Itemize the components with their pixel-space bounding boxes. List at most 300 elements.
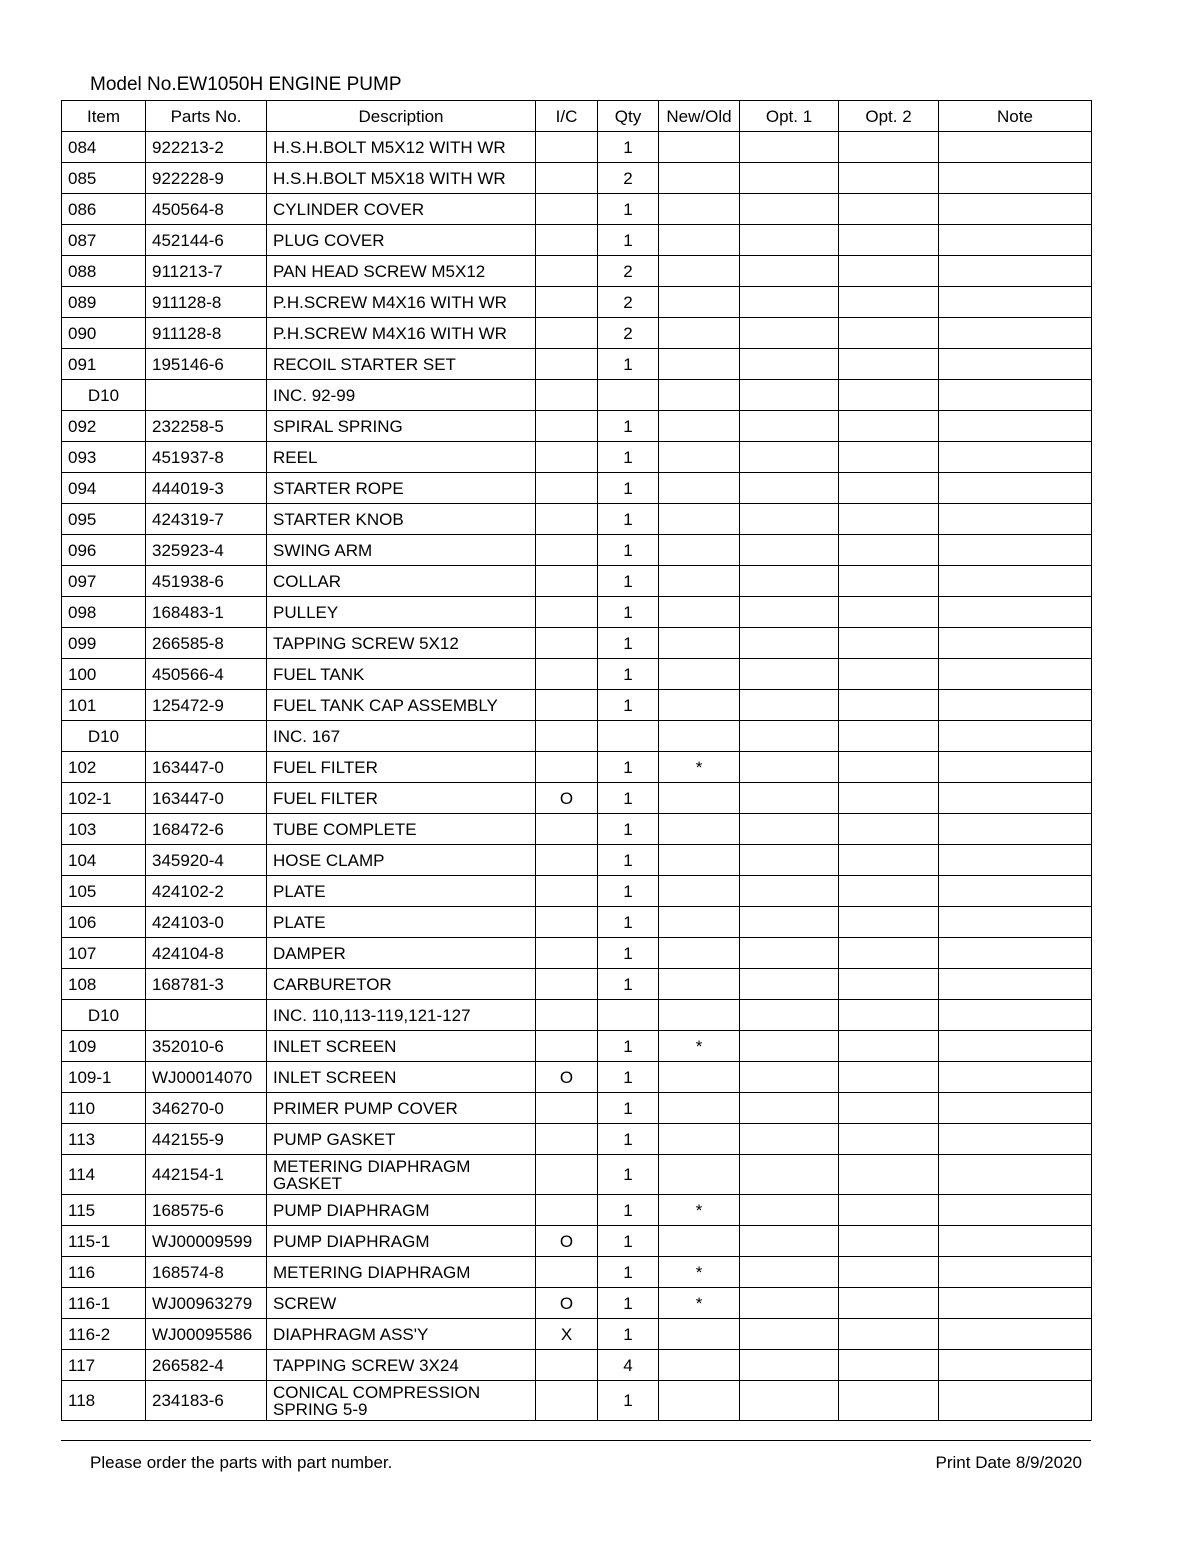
cell-opt-2 (839, 411, 939, 442)
cell-parts-no: 911128-8 (146, 287, 267, 318)
cell-new-old (659, 442, 740, 473)
cell-opt-1 (740, 783, 839, 814)
column-header-item: Item (62, 101, 146, 132)
table-row (62, 1062, 1092, 1093)
cell-opt-1 (740, 969, 839, 1000)
cell-ic (536, 969, 598, 1000)
table-row (62, 380, 1092, 411)
cell-opt-1 (740, 473, 839, 504)
table-row (62, 690, 1092, 721)
cell-description: PAN HEAD SCREW M5X12 (267, 256, 536, 287)
cell-note (939, 1319, 1092, 1350)
cell-opt-2 (839, 783, 939, 814)
cell-parts-no: 125472-9 (146, 690, 267, 721)
cell-qty: 1 (598, 845, 659, 876)
cell-opt-1 (740, 287, 839, 318)
cell-new-old (659, 1000, 740, 1031)
cell-qty: 1 (598, 225, 659, 256)
cell-item: 097 (62, 566, 146, 597)
cell-new-old (659, 1062, 740, 1093)
table-row (62, 721, 1092, 752)
cell-description: DAMPER (267, 938, 536, 969)
cell-opt-2 (839, 1350, 939, 1381)
cell-new-old (659, 1226, 740, 1257)
cell-ic (536, 349, 598, 380)
cell-ic (536, 1350, 598, 1381)
table-row (62, 535, 1092, 566)
cell-new-old: * (659, 1195, 740, 1226)
cell-opt-1 (740, 597, 839, 628)
cell-qty: 2 (598, 287, 659, 318)
table-row (62, 1195, 1092, 1226)
cell-new-old (659, 349, 740, 380)
column-header-opt-1: Opt. 1 (740, 101, 839, 132)
cell-opt-2 (839, 287, 939, 318)
cell-note (939, 783, 1092, 814)
cell-item: D10 (62, 380, 146, 411)
cell-note (939, 1226, 1092, 1257)
cell-item: 098 (62, 597, 146, 628)
cell-note (939, 1350, 1092, 1381)
cell-opt-1 (740, 1319, 839, 1350)
cell-parts-no: 911213-7 (146, 256, 267, 287)
cell-ic (536, 194, 598, 225)
cell-new-old (659, 132, 740, 163)
cell-note (939, 535, 1092, 566)
cell-opt-1 (740, 690, 839, 721)
cell-opt-1 (740, 442, 839, 473)
table-row (62, 1124, 1092, 1155)
cell-ic (536, 1124, 598, 1155)
column-header-description: Description (267, 101, 536, 132)
cell-opt-2 (839, 628, 939, 659)
cell-item: D10 (62, 1000, 146, 1031)
cell-opt-1 (740, 1093, 839, 1124)
cell-item: 093 (62, 442, 146, 473)
cell-item: 084 (62, 132, 146, 163)
table-row (62, 1226, 1092, 1257)
cell-note (939, 163, 1092, 194)
cell-new-old (659, 907, 740, 938)
cell-opt-1 (740, 628, 839, 659)
cell-opt-1 (740, 349, 839, 380)
cell-ic (536, 132, 598, 163)
cell-ic (536, 659, 598, 690)
print-date: Print Date 8/9/2020 (935, 1453, 1082, 1472)
cell-new-old (659, 1093, 740, 1124)
cell-qty: 1 (598, 969, 659, 1000)
cell-new-old (659, 473, 740, 504)
cell-opt-1 (740, 845, 839, 876)
cell-ic (536, 1031, 598, 1062)
cell-opt-1 (740, 752, 839, 783)
cell-new-old (659, 535, 740, 566)
cell-note (939, 752, 1092, 783)
cell-description: PRIMER PUMP COVER (267, 1093, 536, 1124)
table-row (62, 752, 1092, 783)
cell-opt-2 (839, 535, 939, 566)
cell-parts-no: 442155-9 (146, 1124, 267, 1155)
cell-description: STARTER KNOB (267, 504, 536, 535)
cell-description: CARBURETOR (267, 969, 536, 1000)
cell-qty: 1 (598, 566, 659, 597)
cell-parts-no: 922228-9 (146, 163, 267, 194)
table-row (62, 349, 1092, 380)
cell-qty: 1 (598, 659, 659, 690)
cell-item: 089 (62, 287, 146, 318)
cell-description: H.S.H.BOLT M5X12 WITH WR (267, 132, 536, 163)
cell-qty: 1 (598, 132, 659, 163)
cell-note (939, 690, 1092, 721)
cell-opt-1 (740, 1000, 839, 1031)
cell-item: 116-1 (62, 1288, 146, 1319)
cell-note (939, 380, 1092, 411)
column-header-opt-2: Opt. 2 (839, 101, 939, 132)
cell-description: INC. 167 (267, 721, 536, 752)
cell-qty: 1 (598, 442, 659, 473)
cell-description: DIAPHRAGM ASS'Y (267, 1319, 536, 1350)
cell-description: FUEL TANK (267, 659, 536, 690)
cell-note (939, 256, 1092, 287)
cell-item: 102 (62, 752, 146, 783)
cell-parts-no: 911128-8 (146, 318, 267, 349)
cell-qty: 1 (598, 907, 659, 938)
table-row (62, 256, 1092, 287)
cell-parts-no: 325923-4 (146, 535, 267, 566)
cell-note (939, 504, 1092, 535)
cell-note (939, 194, 1092, 225)
table-row (62, 659, 1092, 690)
cell-item: 113 (62, 1124, 146, 1155)
cell-new-old (659, 566, 740, 597)
cell-item: 105 (62, 876, 146, 907)
cell-opt-1 (740, 535, 839, 566)
cell-opt-2 (839, 659, 939, 690)
cell-description: P.H.SCREW M4X16 WITH WR (267, 318, 536, 349)
cell-new-old (659, 194, 740, 225)
cell-ic (536, 1257, 598, 1288)
cell-description: PULLEY (267, 597, 536, 628)
cell-qty (598, 380, 659, 411)
cell-note (939, 1031, 1092, 1062)
cell-parts-no: WJ00009599 (146, 1226, 267, 1257)
cell-parts-no: 168574-8 (146, 1257, 267, 1288)
cell-opt-2 (839, 194, 939, 225)
cell-note (939, 1195, 1092, 1226)
cell-description: FUEL FILTER (267, 783, 536, 814)
cell-opt-2 (839, 721, 939, 752)
cell-parts-no: 232258-5 (146, 411, 267, 442)
cell-ic: X (536, 1319, 598, 1350)
cell-note (939, 1124, 1092, 1155)
footer-divider (61, 1440, 1091, 1441)
cell-opt-1 (740, 1226, 839, 1257)
cell-opt-2 (839, 349, 939, 380)
cell-new-old: * (659, 1031, 740, 1062)
cell-opt-2 (839, 1381, 939, 1421)
cell-item: 108 (62, 969, 146, 1000)
cell-parts-no: 424319-7 (146, 504, 267, 535)
cell-new-old (659, 1155, 740, 1195)
cell-opt-2 (839, 1195, 939, 1226)
table-row (62, 194, 1092, 225)
cell-note (939, 1257, 1092, 1288)
cell-opt-2 (839, 938, 939, 969)
cell-qty: 1 (598, 194, 659, 225)
cell-description: INLET SCREEN (267, 1031, 536, 1062)
cell-qty: 1 (598, 1093, 659, 1124)
cell-opt-2 (839, 1226, 939, 1257)
cell-qty: 1 (598, 814, 659, 845)
cell-qty: 1 (598, 473, 659, 504)
cell-note (939, 287, 1092, 318)
cell-item: 117 (62, 1350, 146, 1381)
cell-description: P.H.SCREW M4X16 WITH WR (267, 287, 536, 318)
cell-opt-2 (839, 1000, 939, 1031)
cell-note (939, 659, 1092, 690)
cell-opt-2 (839, 1257, 939, 1288)
cell-new-old (659, 1381, 740, 1421)
cell-qty: 1 (598, 876, 659, 907)
parts-table (61, 100, 1092, 1421)
cell-parts-no (146, 721, 267, 752)
cell-description: PLATE (267, 907, 536, 938)
cell-qty: 1 (598, 1031, 659, 1062)
cell-note (939, 721, 1092, 752)
table-row (62, 1000, 1092, 1031)
table-row (62, 1350, 1092, 1381)
cell-qty: 1 (598, 938, 659, 969)
table-row (62, 1031, 1092, 1062)
column-header-note: Note (939, 101, 1092, 132)
cell-opt-2 (839, 318, 939, 349)
cell-new-old (659, 814, 740, 845)
cell-opt-1 (740, 566, 839, 597)
cell-ic (536, 535, 598, 566)
cell-description: METERING DIAPHRAGM GASKET (267, 1155, 536, 1195)
cell-parts-no: 922213-2 (146, 132, 267, 163)
cell-opt-2 (839, 1124, 939, 1155)
cell-new-old: * (659, 1257, 740, 1288)
cell-parts-no: 450566-4 (146, 659, 267, 690)
cell-qty: 1 (598, 752, 659, 783)
column-header-qty: Qty (598, 101, 659, 132)
cell-opt-2 (839, 814, 939, 845)
cell-opt-2 (839, 907, 939, 938)
cell-parts-no: WJ00014070 (146, 1062, 267, 1093)
cell-item: 096 (62, 535, 146, 566)
cell-opt-1 (740, 380, 839, 411)
cell-qty: 1 (598, 690, 659, 721)
cell-qty: 1 (598, 411, 659, 442)
cell-new-old (659, 845, 740, 876)
cell-note (939, 876, 1092, 907)
cell-ic (536, 1381, 598, 1421)
cell-opt-1 (740, 721, 839, 752)
cell-parts-no: 452144-6 (146, 225, 267, 256)
cell-parts-no: WJ00095586 (146, 1319, 267, 1350)
cell-opt-1 (740, 1195, 839, 1226)
cell-parts-no: 266585-8 (146, 628, 267, 659)
cell-qty: 1 (598, 535, 659, 566)
cell-description: TAPPING SCREW 3X24 (267, 1350, 536, 1381)
cell-qty: 2 (598, 163, 659, 194)
cell-new-old (659, 411, 740, 442)
cell-item: 110 (62, 1093, 146, 1124)
cell-item: 101 (62, 690, 146, 721)
cell-parts-no: 451937-8 (146, 442, 267, 473)
cell-opt-1 (740, 132, 839, 163)
cell-note (939, 566, 1092, 597)
cell-item: 115-1 (62, 1226, 146, 1257)
cell-opt-1 (740, 194, 839, 225)
cell-opt-2 (839, 1319, 939, 1350)
cell-parts-no: 444019-3 (146, 473, 267, 504)
cell-qty (598, 1000, 659, 1031)
cell-new-old: * (659, 1288, 740, 1319)
cell-qty: 2 (598, 318, 659, 349)
cell-description: SCREW (267, 1288, 536, 1319)
cell-note (939, 349, 1092, 380)
cell-note (939, 628, 1092, 659)
cell-opt-1 (740, 1350, 839, 1381)
cell-ic (536, 690, 598, 721)
cell-opt-1 (740, 876, 839, 907)
cell-opt-2 (839, 132, 939, 163)
cell-description: INC. 92-99 (267, 380, 536, 411)
cell-ic (536, 1093, 598, 1124)
cell-note (939, 1381, 1092, 1421)
cell-parts-no: 163447-0 (146, 783, 267, 814)
cell-ic (536, 256, 598, 287)
cell-opt-1 (740, 504, 839, 535)
cell-opt-1 (740, 814, 839, 845)
cell-qty: 1 (598, 1124, 659, 1155)
cell-opt-1 (740, 938, 839, 969)
cell-opt-2 (839, 690, 939, 721)
cell-item: 114 (62, 1155, 146, 1195)
cell-new-old (659, 969, 740, 1000)
table-row (62, 783, 1092, 814)
cell-description: CONICAL COMPRESSION SPRING 5-9 (267, 1381, 536, 1421)
cell-item: 095 (62, 504, 146, 535)
cell-parts-no: 450564-8 (146, 194, 267, 225)
cell-opt-2 (839, 442, 939, 473)
cell-ic (536, 1155, 598, 1195)
cell-qty: 1 (598, 1155, 659, 1195)
cell-ic (536, 442, 598, 473)
cell-qty: 1 (598, 1319, 659, 1350)
cell-opt-2 (839, 225, 939, 256)
table-row (62, 628, 1092, 659)
cell-new-old (659, 690, 740, 721)
table-row (62, 597, 1092, 628)
cell-qty: 2 (598, 256, 659, 287)
cell-new-old (659, 225, 740, 256)
cell-item: 106 (62, 907, 146, 938)
cell-parts-no: 163447-0 (146, 752, 267, 783)
table-row (62, 1381, 1092, 1421)
column-header-parts-no: Parts No. (146, 101, 267, 132)
cell-description: INLET SCREEN (267, 1062, 536, 1093)
cell-opt-2 (839, 876, 939, 907)
table-row (62, 907, 1092, 938)
cell-item: 107 (62, 938, 146, 969)
cell-opt-2 (839, 380, 939, 411)
table-row (62, 1288, 1092, 1319)
table-row (62, 1093, 1092, 1124)
cell-parts-no: 168575-6 (146, 1195, 267, 1226)
cell-parts-no: 424102-2 (146, 876, 267, 907)
table-row (62, 287, 1092, 318)
cell-parts-no: 168781-3 (146, 969, 267, 1000)
table-row (62, 876, 1092, 907)
cell-description: STARTER ROPE (267, 473, 536, 504)
table-row (62, 411, 1092, 442)
cell-opt-1 (740, 1155, 839, 1195)
cell-ic (536, 628, 598, 659)
cell-item: 088 (62, 256, 146, 287)
table-row (62, 566, 1092, 597)
table-row (62, 814, 1092, 845)
cell-description: TUBE COMPLETE (267, 814, 536, 845)
cell-item: 087 (62, 225, 146, 256)
cell-parts-no: 168483-1 (146, 597, 267, 628)
cell-item: 090 (62, 318, 146, 349)
cell-description: H.S.H.BOLT M5X18 WITH WR (267, 163, 536, 194)
cell-ic (536, 938, 598, 969)
cell-parts-no: 168472-6 (146, 814, 267, 845)
cell-note (939, 907, 1092, 938)
cell-description: SWING ARM (267, 535, 536, 566)
cell-description: REEL (267, 442, 536, 473)
cell-item: 104 (62, 845, 146, 876)
cell-opt-2 (839, 1062, 939, 1093)
table-row (62, 504, 1092, 535)
cell-opt-1 (740, 411, 839, 442)
column-header-ic: I/C (536, 101, 598, 132)
cell-new-old: * (659, 752, 740, 783)
table-row (62, 163, 1092, 194)
table-row (62, 1155, 1092, 1195)
cell-note (939, 814, 1092, 845)
cell-opt-1 (740, 1062, 839, 1093)
parts-table-body (62, 132, 1092, 1421)
cell-description: INC. 110,113-119,121-127 (267, 1000, 536, 1031)
cell-parts-no: 442154-1 (146, 1155, 267, 1195)
table-row (62, 132, 1092, 163)
cell-note (939, 1062, 1092, 1093)
cell-parts-no: 266582-4 (146, 1350, 267, 1381)
cell-parts-no (146, 380, 267, 411)
cell-parts-no: 352010-6 (146, 1031, 267, 1062)
cell-description: PUMP DIAPHRAGM (267, 1195, 536, 1226)
cell-qty: 4 (598, 1350, 659, 1381)
cell-qty: 1 (598, 504, 659, 535)
cell-opt-2 (839, 566, 939, 597)
cell-qty: 1 (598, 349, 659, 380)
cell-opt-2 (839, 752, 939, 783)
cell-item: 115 (62, 1195, 146, 1226)
cell-parts-no: 424104-8 (146, 938, 267, 969)
cell-item: 103 (62, 814, 146, 845)
cell-opt-1 (740, 225, 839, 256)
cell-opt-2 (839, 1155, 939, 1195)
cell-ic (536, 1195, 598, 1226)
cell-parts-no (146, 1000, 267, 1031)
table-row (62, 969, 1092, 1000)
cell-new-old (659, 597, 740, 628)
